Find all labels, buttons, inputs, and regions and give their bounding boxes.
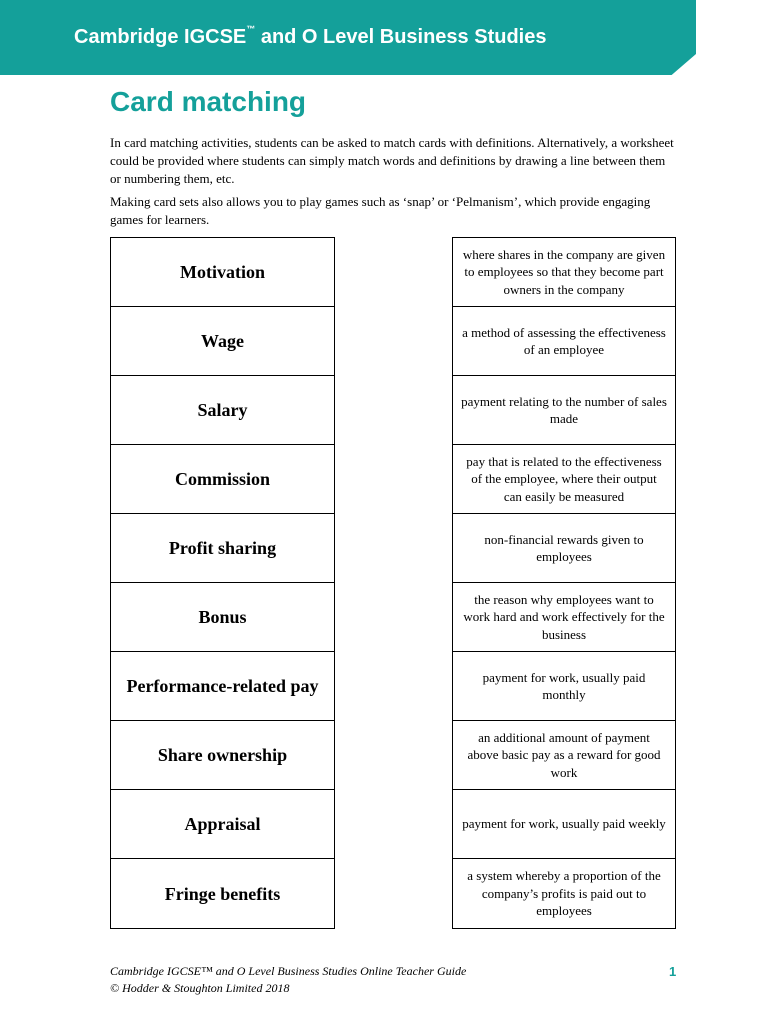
intro-text bbox=[110, 134, 675, 234]
term-cards-column bbox=[110, 237, 335, 929]
definition-card: a system whereby a proportion of the company’s profits is paid out to employees bbox=[467, 868, 661, 919]
definition-cards-column bbox=[452, 237, 676, 929]
term-card: Salary bbox=[111, 376, 334, 445]
footer-guide-title: Cambridge IGCSE™ and O Level Business Studies Online Teacher Guide bbox=[110, 964, 467, 978]
term-card: Fringe benefits bbox=[164, 883, 281, 904]
definition-card: an additional amount of payment above basic pay as a reward for good work bbox=[453, 721, 675, 790]
term-card: Performance-related pay bbox=[111, 652, 334, 721]
term-card: Motivation bbox=[111, 238, 334, 307]
page-title: Card matching bbox=[110, 86, 307, 117]
trademark-symbol: ™ bbox=[246, 24, 256, 34]
footer-text bbox=[110, 963, 466, 997]
definition-card: payment for work, usually paid monthly bbox=[453, 652, 675, 721]
definition-card: non-financial rewards given to employees bbox=[453, 514, 675, 583]
term-card: Profit sharing bbox=[111, 514, 334, 583]
page-number: 1 bbox=[669, 964, 677, 979]
header-title bbox=[74, 26, 546, 49]
term-card: Wage bbox=[111, 307, 334, 376]
term-card: Bonus bbox=[111, 583, 334, 652]
footer-copyright: © Hodder & Stoughton Limited 2018 bbox=[110, 981, 290, 995]
term-card: Share ownership bbox=[111, 721, 334, 790]
term-card: Appraisal bbox=[111, 790, 334, 859]
definition-card: a method of assessing the effectiveness of an employee bbox=[453, 307, 675, 376]
definition-card: payment for work, usually paid weekly bbox=[453, 790, 675, 859]
header-title-main: Cambridge IGCSE bbox=[74, 26, 247, 48]
header-title-suffix: and O Level Business Studies bbox=[255, 26, 547, 48]
intro-paragraph-2: Making card sets also allows you to play games such as ‘snap’ or ‘Pelmanism’, which provide engaging games for learners. bbox=[110, 194, 651, 227]
definition-card: payment relating to the number of sales made bbox=[453, 376, 675, 445]
intro-paragraph-1: In card matching activities, students can be asked to match cards with definitions. Alternatively, a worksheet could be provided where students can simply match words and definitions by drawing a line between them or numbering them, etc. bbox=[110, 135, 674, 186]
term-card: Commission bbox=[111, 445, 334, 514]
definition-card: pay that is related to the effectiveness of the employee, where their output can easily be measured bbox=[453, 445, 675, 514]
definition-card: where shares in the company are given to employees so that they become part owners in the company bbox=[453, 238, 675, 307]
definition-card: the reason why employees want to work hard and work effectively for the business bbox=[453, 583, 675, 652]
